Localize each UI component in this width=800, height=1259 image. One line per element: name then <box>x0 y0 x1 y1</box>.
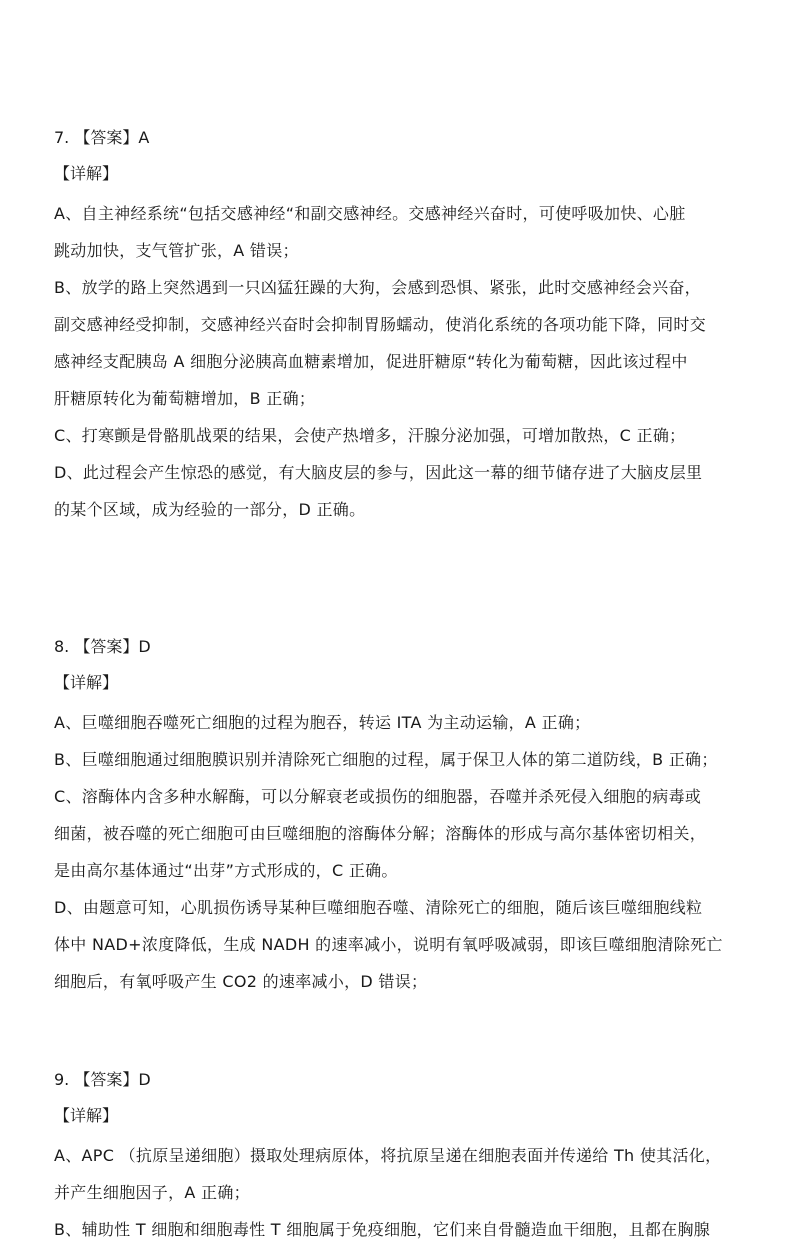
text-line: 肝糖原转化为葡萄糖增加，B 正确； <box>54 389 316 408</box>
text-line: B、辅助性 T 细胞和细胞毒性 T 细胞属于免疫细胞，它们来自骨髓造血干细胞，且都在胸腺 <box>54 1220 711 1239</box>
text-line: 细菌，被吞噬的死亡细胞可由巨噬细胞的溶酶体分解；溶酶体的形成与高尔基体密切相关， <box>54 824 707 843</box>
text-line: 感神经支配胰岛 A 细胞分泌胰高血糖素增加，促进肝糖原“转化为葡萄糖，因此该过程中 <box>54 352 688 371</box>
text-line: D、由题意可知，心肌损伤诱导某种巨噬细胞吞噬、清除死亡的细胞，随后该巨噬细胞线粒 <box>54 898 703 917</box>
detail-label: 【详解】 <box>54 1106 119 1125</box>
text-line: B、巨噬细胞通过细胞膜识别并清除死亡细胞的过程，属于保卫人体的第二道防线，B 正确； <box>54 750 718 769</box>
text-line: C、溶酶体内含多种水解酶，可以分解衰老或损伤的细胞器，吞噬并杀死侵入细胞的病毒或 <box>54 787 702 806</box>
detail-label: 【详解】 <box>54 164 119 183</box>
text-line: A、巨噬细胞吞噬死亡细胞的过程为胞吞，转运 ITA 为主动运输，A 正确； <box>54 713 591 732</box>
answer-section-8 <box>54 634 754 1000</box>
text-line: 副交感神经受抑制，交感神经兴奋时会抑制胃肠蠕动，使消化系统的各项功能下降，同时交 <box>54 315 707 334</box>
text-line: 的某个区域，成为经验的一部分，D 正确。 <box>54 500 366 519</box>
detail-label: 【详解】 <box>54 673 119 692</box>
text-line: 细胞后，有氧呼吸产生 CO2 的速率减小，D 错误； <box>54 972 428 991</box>
text-line: 跳动加快，支气管扩张，A 错误； <box>54 241 299 260</box>
text-line: 并产生细胞因子，A 正确； <box>54 1183 250 1202</box>
answer-heading: 7. 【答案】A <box>54 128 150 147</box>
answer-heading: 9. 【答案】D <box>54 1070 151 1089</box>
text-line: C、打寒颤是骨骼肌战栗的结果，会使产热增多，汗腺分泌加强，可增加散热，C 正确； <box>54 426 686 445</box>
text-line: B、放学的路上突然遇到一只凶猛狂躁的大狗，会感到恐惧、紧张，此时交感神经会兴奋， <box>54 278 701 297</box>
answer-section-9 <box>54 1067 754 1248</box>
text-line: 是由高尔基体通过“出芽”方式形成的，C 正确。 <box>54 861 398 880</box>
text-line: D、此过程会产生惊恐的感觉，有大脑皮层的参与，因此这一幕的细节储存进了大脑皮层里 <box>54 463 703 482</box>
text-line: 体中 NAD+浓度降低，生成 NADH 的速率减小，说明有氧呼吸减弱，即该巨噬细胞清除死亡 <box>54 935 723 954</box>
text-line: A、APC （抗原呈递细胞）摄取处理病原体，将抗原呈递在细胞表面并传递给 Th 使其活化， <box>54 1146 722 1165</box>
text-line: A、自主神经系统“包括交感神经“和副交感神经。交感神经兴奋时，可使呼吸加快、心脏 <box>54 204 686 223</box>
answer-heading: 8. 【答案】D <box>54 637 151 656</box>
answer-section-7 <box>54 125 754 528</box>
